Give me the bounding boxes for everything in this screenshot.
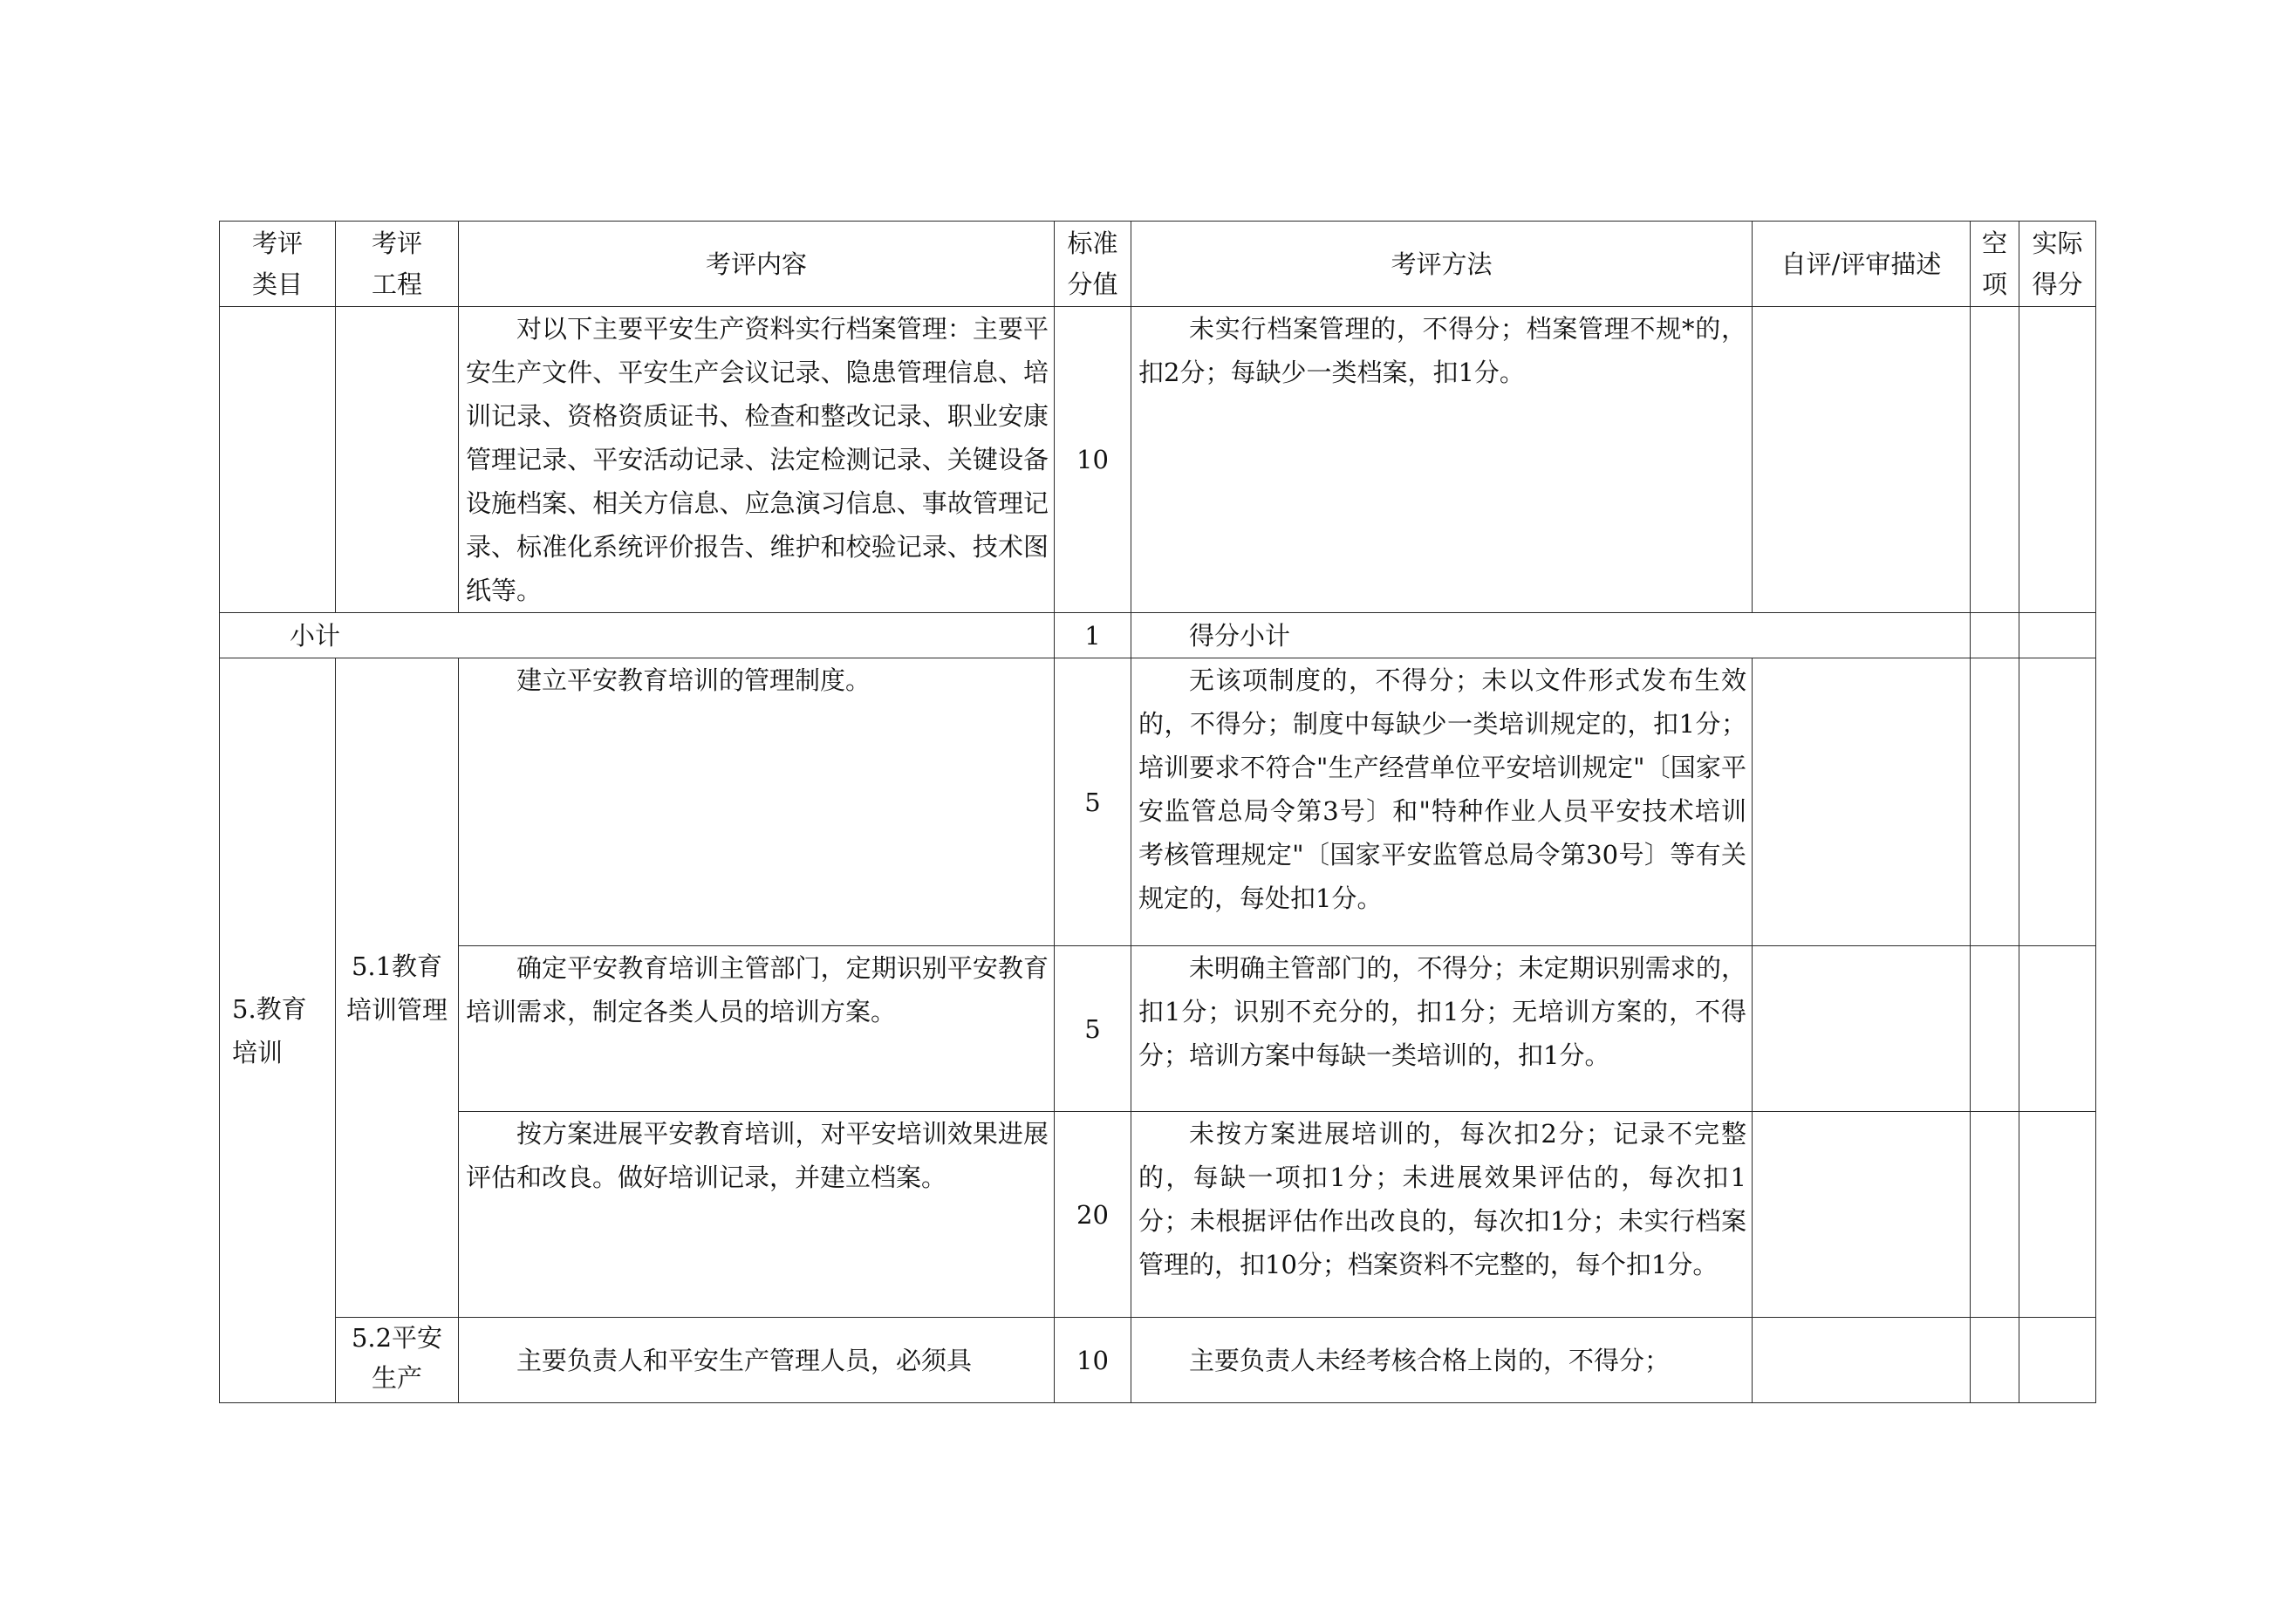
content-cell: 建立平安教育培训的管理制度。 — [459, 658, 1055, 946]
evaluation-table — [219, 221, 2096, 1403]
self-eval-cell — [1753, 307, 1971, 613]
method-cell: 主要负责人未经考核合格上岗的，不得分； — [1131, 1318, 1753, 1403]
blank-cell — [1971, 658, 2019, 946]
header-row — [220, 222, 2096, 307]
content-cell: 按方案进展平安教育培训，对平安培训效果进展评估和改良。做好培训记录，并建立档案。 — [459, 1112, 1055, 1318]
blank-cell — [1971, 613, 2019, 658]
header-actual-score: 实际 得分 — [2019, 222, 2096, 307]
table-row — [220, 946, 2096, 1112]
self-eval-cell — [1753, 1318, 1971, 1403]
header-content: 考评内容 — [459, 222, 1055, 307]
blank-cell — [1971, 946, 2019, 1112]
table-row — [220, 1112, 2096, 1318]
header-blank-item: 空 项 — [1971, 222, 2019, 307]
score-cell: 5 — [1055, 946, 1131, 1112]
table-row — [220, 658, 2096, 946]
header-standard-score: 标准 分值 — [1055, 222, 1131, 307]
method-cell: 未明确主管部门的，不得分；未定期识别需求的，扣1分；识别不充分的，扣1分；无培训方案的，不得分；培训方案中每缺一类培训的，扣1分。 — [1131, 946, 1753, 1112]
actual-score-cell — [2019, 307, 2096, 613]
subtotal-row — [220, 613, 2096, 658]
actual-score-cell — [2019, 946, 2096, 1112]
self-eval-cell — [1753, 1112, 1971, 1318]
method-cell: 未按方案进展培训的，每次扣2分；记录不完整的，每缺一项扣1分；未进展效果评估的，每次扣1分；未根据评估作出改良的，每次扣1分；未实行档案管理的，扣10分；档案资料不完整的，每个扣1分。 — [1131, 1112, 1753, 1318]
header-category: 考评 类目 — [220, 222, 336, 307]
blank-cell — [1971, 1318, 2019, 1403]
subtotal-score: 1 — [1055, 613, 1131, 658]
subtotal-method: 得分小计 — [1131, 613, 1971, 658]
blank-cell — [1971, 1112, 2019, 1318]
project-cell — [336, 307, 459, 613]
score-cell: 10 — [1055, 307, 1131, 613]
score-cell: 5 — [1055, 658, 1131, 946]
method-cell: 无该项制度的，不得分；未以文件形式发布生效的，不得分；制度中每缺少一类培训规定的，扣1分；培训要求不符合"生产经营单位平安培训规定"〔国家平安监管总局令第3号〕和"特种作业人员平安技术培训考核管理规定"〔国家平安监管总局令第30号〕等有关规定的，每处扣1分。 — [1131, 658, 1753, 946]
content-cell: 确定平安教育培训主管部门，定期识别平安教育培训需求，制定各类人员的培训方案。 — [459, 946, 1055, 1112]
header-self-eval: 自评/评审描述 — [1753, 222, 1971, 307]
actual-score-cell — [2019, 1112, 2096, 1318]
score-cell: 10 — [1055, 1318, 1131, 1403]
blank-cell — [1971, 307, 2019, 613]
score-cell: 20 — [1055, 1112, 1131, 1318]
actual-score-cell — [2019, 1318, 2096, 1403]
table-row — [220, 1318, 2096, 1403]
subtotal-label: 小计 — [220, 613, 1055, 658]
header-project: 考评 工程 — [336, 222, 459, 307]
header-method: 考评方法 — [1131, 222, 1753, 307]
table-row — [220, 307, 2096, 613]
project-cell-5-1: 5.1教育 培训管理 — [336, 658, 459, 1318]
actual-score-cell — [2019, 658, 2096, 946]
section-category-cell: 5.教育 培训 — [220, 658, 336, 1403]
actual-score-cell — [2019, 613, 2096, 658]
content-cell: 主要负责人和平安生产管理人员，必须具 — [459, 1318, 1055, 1403]
category-cell — [220, 307, 336, 613]
project-cell-5-2: 5.2平安 生产 — [336, 1318, 459, 1403]
content-cell: 对以下主要平安生产资料实行档案管理：主要平安生产文件、平安生产会议记录、隐患管理信息、培训记录、资格资质证书、检查和整改记录、职业安康管理记录、平安活动记录、法定检测记录、关键设备设施档案、相关方信息、应急演习信息、事故管理记录、标准化系统评价报告、维护和校验记录、技术图纸等。 — [459, 307, 1055, 613]
self-eval-cell — [1753, 946, 1971, 1112]
method-cell: 未实行档案管理的，不得分；档案管理不规*的，扣2分；每缺少一类档案，扣1分。 — [1131, 307, 1753, 613]
self-eval-cell — [1753, 658, 1971, 946]
